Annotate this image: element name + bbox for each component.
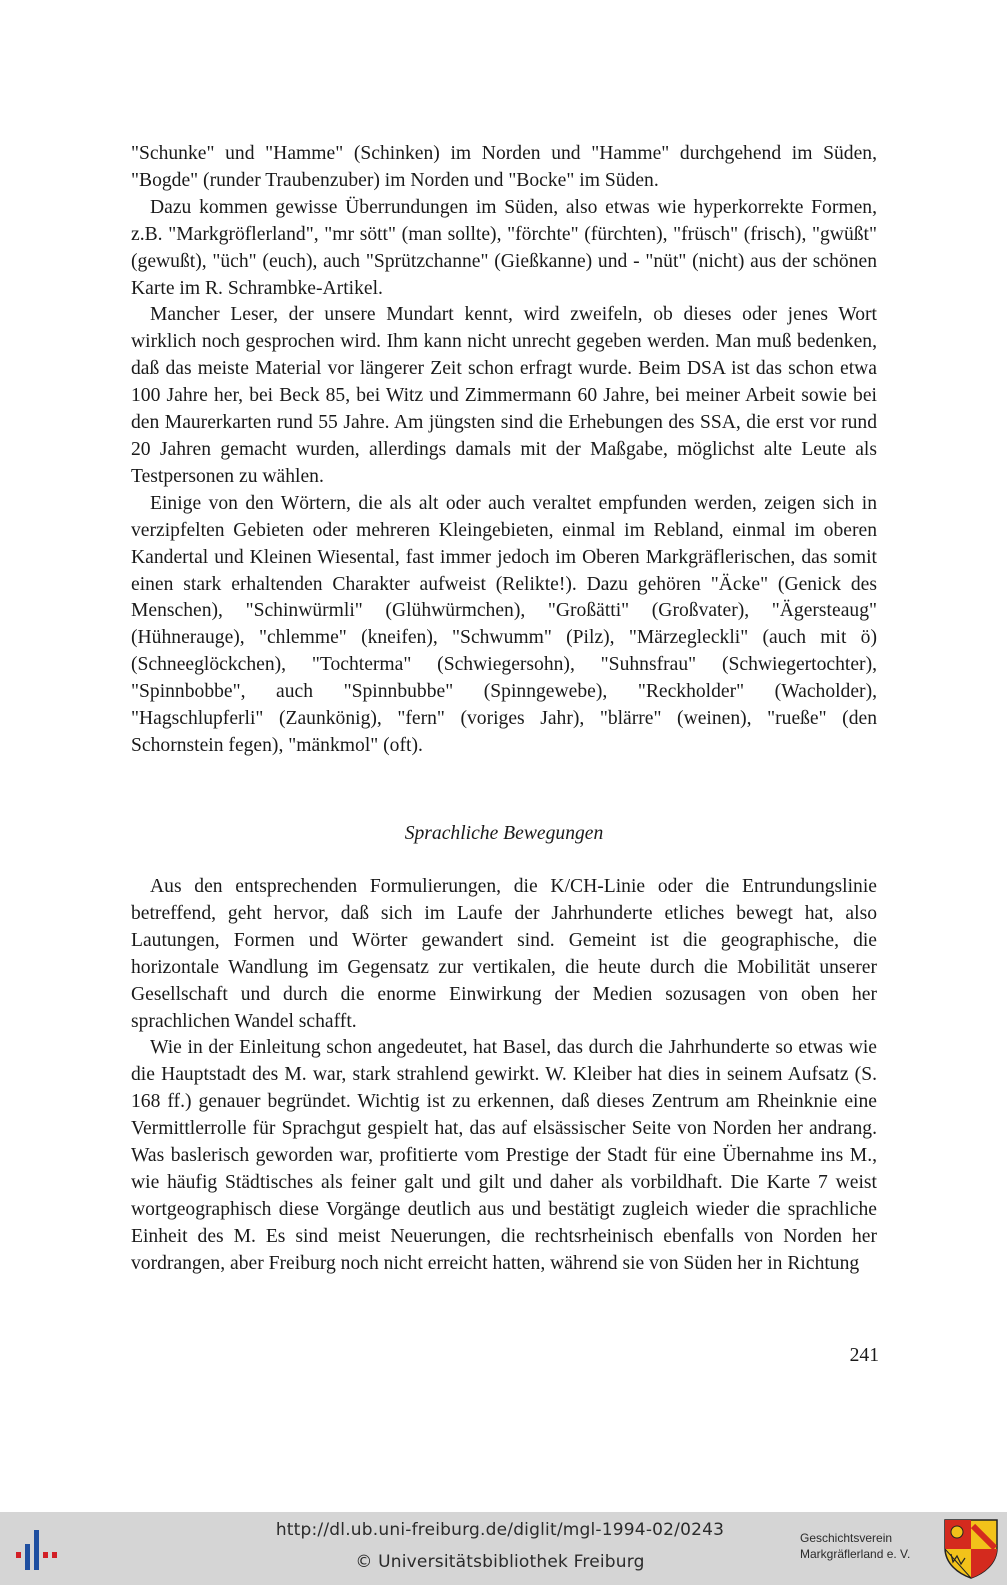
footer-bar: [0, 1512, 1007, 1585]
body-text-block-1: [131, 141, 877, 760]
footer-org: [800, 1530, 930, 1562]
org-name-line2: Markgräflerland e. V.: [800, 1547, 911, 1561]
paragraph: Aus den entsprechenden Formulierungen, die K/CH-Linie oder die Entrundungslinie betreffend, geht hervor, daß sich im Laufe der Jahrhunderte etliches bewegt hat, also Lautungen, Formen und Wörter gewandert sind. Gemeint ist die geographische, die horizontale Wandlung im Gegensatz zur vertikalen, die heute durch die Mobilität unserer Gesellschaft und durch die enorme Einwirkung der Medien sozusagen von oben her sprachlichen Wandel schafft.: [131, 876, 877, 1032]
coat-of-arms-icon: [943, 1518, 999, 1580]
body-text-block-2: [131, 874, 877, 1278]
permalink-link[interactable]: http://dl.ub.uni-freiburg.de/diglit/mgl-1994-02/0243: [275, 1520, 725, 1540]
org-name-line1: Geschichtsverein: [800, 1531, 893, 1545]
footer-url[interactable]: [180, 1518, 820, 1542]
section-heading: Sprachliche Bewegungen: [404, 823, 604, 844]
footer-copyright: © Universitätsbibliothek Freiburg: [355, 1552, 645, 1572]
ub-freiburg-logo-icon[interactable]: [14, 1524, 64, 1574]
paragraph: Einige von den Wörtern, die als alt oder auch veraltet empfunden werden, zeigen sich in verzipfelten Gebieten oder mehreren Kleingebieten, einmal im Rebland, einmal im oberen Kandertal und Kleinen Wiesental, fast immer jedoch im Oberen Markgräflerischen, das somit einen stark erhaltenden Charakter aufweist (Relikte!). Dazu gehören "Äcke" (Genick des Menschen), "Schinwürmli" (Glühwürmchen), "Großätti" (Großvater), "Ägersteaug" (Hühnerauge), "chlemme" (kneifen), "Schwumm" (Pilz), "Märzegleckli" (auch mit ö) (Schneeglöckchen), "Tochterma" (Schwiegersohn), "Suhnsfrau" (Schwiegertochter), "Spinnbobbe", auch "Spinnbubbe" (Spinngewebe), "Reckholder" (Wacholder), "Hagschlupferli" (Zaunkönig), "fern" (voriges Jahr), "blärre" (weinen), "rueße" (den Schornstein fegen), "mänkmol" (oft).: [131, 492, 877, 756]
paragraph: Mancher Leser, der unsere Mundart kennt, wird zweifeln, ob dieses oder jenes Wort wirklich noch gesprochen wird. Ihm kann nicht unrecht gegeben werden. Man muß bedenken, daß das meiste Material vor längerer Zeit schon erfragt wurde. Beim DSA ist das schon etwa 100 Jahre her, bei Beck 85, bei Witz und Zimmermann 60 Jahre, bei meiner Arbeit sowie bei den Maurerkarten rund 55 Jahre. Am jüngsten sind die Erhebungen des SSA, die erst vor rund 20 Jahren gemacht wurden, allerdings damals mit der Maßgabe, möglichst alte Leute als Testpersonen zu wählen.: [131, 304, 877, 487]
paragraph: Wie in der Einleitung schon angedeutet, hat Basel, das durch die Jahrhunderte so etwas wie die Hauptstadt des M. war, stark strahlend gewirkt. W. Kleiber hat dies in seinem Aufsatz (S. 168 ff.) genauer begründet. Wichtig ist zu erkennen, daß dieses Zentrum am Rheinknie eine Vermittlerrolle für Sprachgut gespielt hat, das auf elsässischer Seite von Norden her andrang. Was baslerisch geworden war, profitierte vom Prestige der Stadt für eine Übernahme ins M., wie häufig Städtisches als feiner galt und gilt und daher als vorbildhaft. Die Karte 7 weist wortgeographisch diese Vorgänge deutlich aus und bestätigt zugleich wieder die sprachliche Einheit des M. Es sind meist Neuerungen, die rechtsrheinisch ebenfalls von Norden her vordrangen, aber Freiburg noch nicht erreicht hatten, während sie von Süden her in Richtung: [131, 1037, 877, 1274]
page-number: 241: [849, 1345, 879, 1366]
paragraph: "Schunke" und "Hamme" (Schinken) im Norden und "Hamme" durchgehend im Süden, "Bogde" (runder Traubenzuber) im Norden und "Bocke" im Süden.: [131, 143, 877, 191]
paragraph: Dazu kommen gewisse Überrundungen im Süden, also etwas wie hyperkorrekte Formen, z.B. "Markgröflerland", "mr sött" (man sollte), "förchte" (fürchten), "früsch" (frisch), "gwüßt" (gewußt), "üch" (euch), auch "Sprützchanne" (Gießkanne) und - "nüt" (nicht) aus der schönen Karte im R. Schrambke-Artikel.: [131, 196, 877, 299]
